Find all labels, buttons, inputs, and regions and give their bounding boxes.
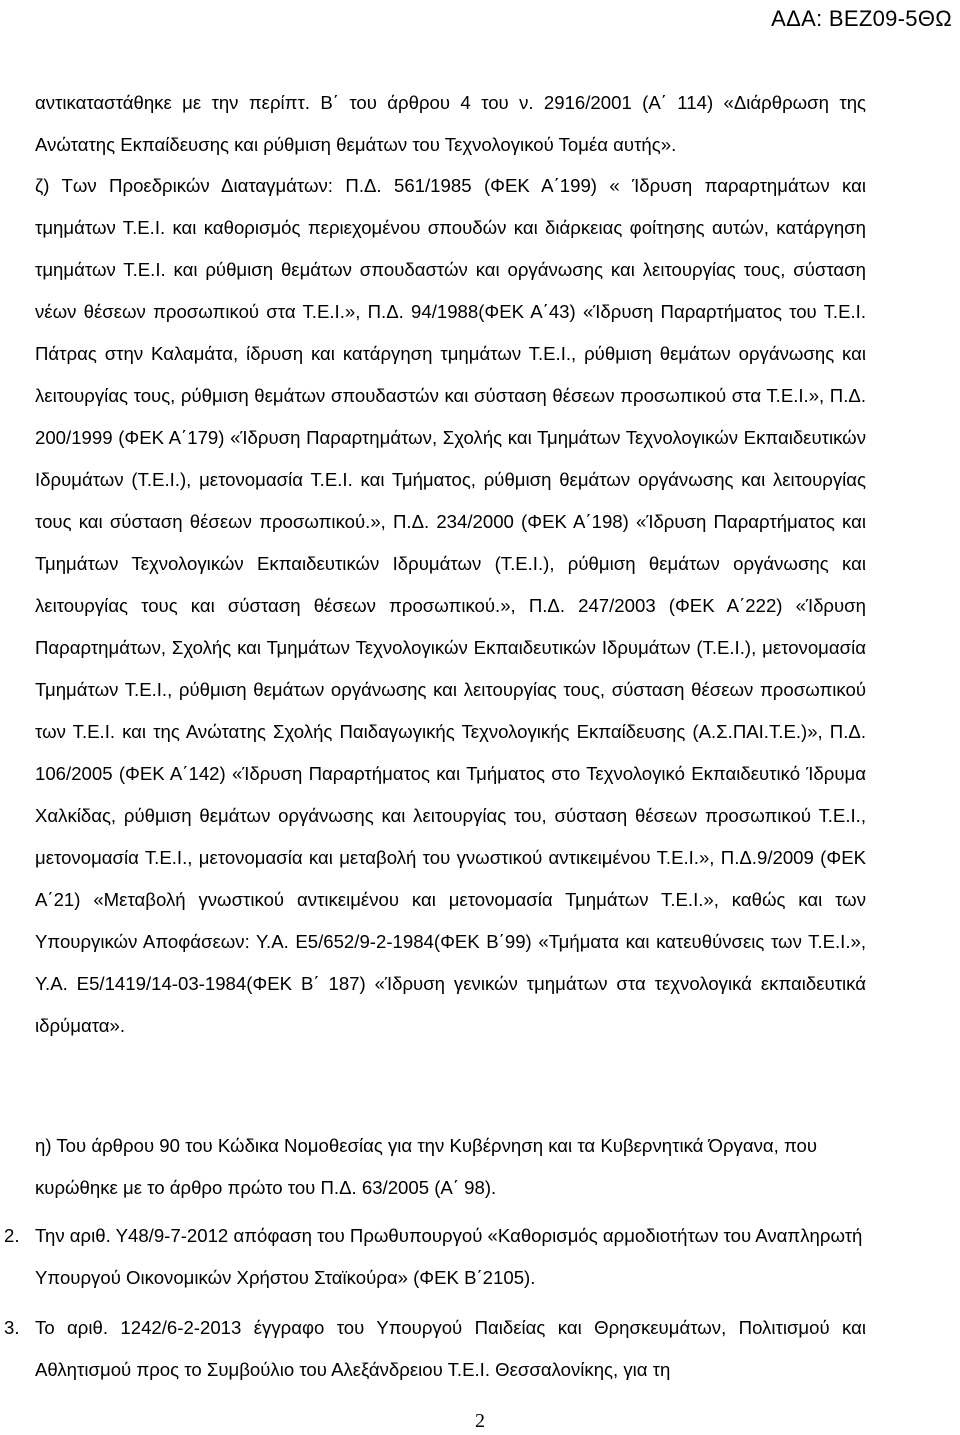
- list-item-number: 2.: [4, 1225, 20, 1246]
- list-item-number: 3.: [4, 1317, 20, 1338]
- list-item-text: Το αριθ. 1242/6-2-2013 έγγραφο του Υπουργού Παιδείας και Θρησκευμάτων, Πολιτισμού και Αθλητισμού προς το Συμβούλιο του Αλεξάνδρειου Τ.Ε.Ι. Θεσσαλονίκης, για τη: [35, 1317, 866, 1380]
- paragraph-amendment: αντικαταστάθηκε με την περίπτ. Β΄ του άρθρου 4 του ν. 2916/2001 (Α΄ 114) «Διάρθρωση της Ανώτατης Εκπαίδευσης και ρύθμιση θεμάτων του Τεχνολογικού Τομέα αυτής».: [35, 92, 866, 155]
- ada-code: ΑΔΑ: ΒΕΖ09-5ΘΩ: [771, 6, 952, 31]
- paragraph-presidential-decrees: ζ) Των Προεδρικών Διαταγμάτων: Π.Δ. 561/1985 (ΦΕΚ Α΄199) « Ίδρυση παραρτημάτων και τμημάτων Τ.Ε.Ι. και καθορισμός περιεχομένου σπουδών και διάρκειας φοίτησης αυτών, κατάργηση τμημάτων Τ.Ε.Ι. και ρύθμιση θεμάτων σπουδαστών και οργάνωσης και λειτουργίας τους, σύσταση νέων θέσεων προσωπικού στα Τ.Ε.Ι.», Π.Δ. 94/1988(ΦΕΚ Α΄43) «Ίδρυση Παραρτήματος του Τ.Ε.Ι. Πάτρας στην Καλαμάτα, ίδρυση και κατάργηση τμημάτων Τ.Ε.Ι., ρύθμιση θεμάτων οργάνωσης και λειτουργίας τους, ρύθμιση θεμάτων σπουδαστών και σύσταση θέσεων προσωπικού στα Τ.Ε.Ι.», Π.Δ. 200/1999 (ΦΕΚ Α΄179) «Ίδρυση Παραρτημάτων, Σχολής και Τμημάτων Τεχνολογικών Εκπαιδευτικών Ιδρυμάτων (Τ.Ε.Ι.), μετονομασία Τ.Ε.Ι. και Τμήματος, ρύθμιση θεμάτων οργάνωσης και λειτουργίας τους και σύσταση θέσεων προσωπικού.», Π.Δ. 234/2000 (ΦΕΚ Α΄198) «Ίδρυση Παραρτήματος και Τμημάτων Τεχνολογικών Εκπαιδευτικών Ιδρυμάτων (Τ.Ε.Ι.), ρύθμιση θεμάτων οργάνωσης και λειτουργίας τους και σύσταση θέσεων προσωπικού.», Π.Δ. 247/2003 (ΦΕΚ Α΄222) «Ίδρυση Παραρτημάτων, Σχολής και Τμημάτων Τεχνολογικών Εκπαιδευτικών Ιδρυμάτων (Τ.Ε.Ι.), μετονομασία Τμημάτων Τ.Ε.Ι., ρύθμιση θεμάτων οργάνωσης και λειτουργίας τους, σύσταση θέσεων προσωπικού των Τ.Ε.Ι. και της Ανώτατης Σχολής Παιδαγωγικής Τεχνολογικής Εκπαίδευσης (Α.Σ.ΠΑΙ.Τ.Ε.)», Π.Δ. 106/2005 (ΦΕΚ Α΄142) «Ίδρυση Παραρτήματος και Τμήματος στο Τεχνολογικό Εκπαιδευτικό Ίδρυμα Χαλκίδας, ρύθμιση θεμάτων οργάνωσης και λειτουργίας του, σύσταση θέσεων προσωπικού Τ.Ε.Ι., μετονομασία Τ.Ε.Ι., μετονομασία και μεταβολή του γνωστικού αντικειμένου Τ.Ε.Ι.», Π.Δ.9/2009 (ΦΕΚ Α΄21) «Μεταβολή γνωστικού αντικειμένου και μετονομασία Τμημάτων Τ.Ε.Ι.», καθώς και των Υπουργικών Αποφάσεων: Υ.Α. Ε5/652/9-2-1984(ΦΕΚ Β΄99) «Τμήματα και κατευθύνσεις των Τ.Ε.Ι.», Υ.Α. Ε5/1419/14-03-1984(ΦΕΚ Β΄ 187) «Ίδρυση γενικών τμημάτων στα τεχνολογικά εκπαιδευτικά ιδρύματα».: [35, 175, 866, 1036]
- paragraph-legislation-code: η) Του άρθρου 90 του Κώδικα Νομοθεσίας για την Κυβέρνηση και τα Κυβερνητικά Όργανα, που κυρώθηκε με το άρθρο πρώτο του Π.Δ. 63/2005 (Α΄ 98).: [35, 1135, 818, 1198]
- page-number: 2: [475, 1410, 485, 1432]
- list-item-text: Την αριθ. Υ48/9-7-2012 απόφαση του Πρωθυπουργού «Καθορισμός αρμοδιοτήτων του Αναπληρωτή Υπουργού Οικονομικών Χρήστου Σταϊκούρα» (ΦΕΚ Β΄2105).: [35, 1225, 863, 1288]
